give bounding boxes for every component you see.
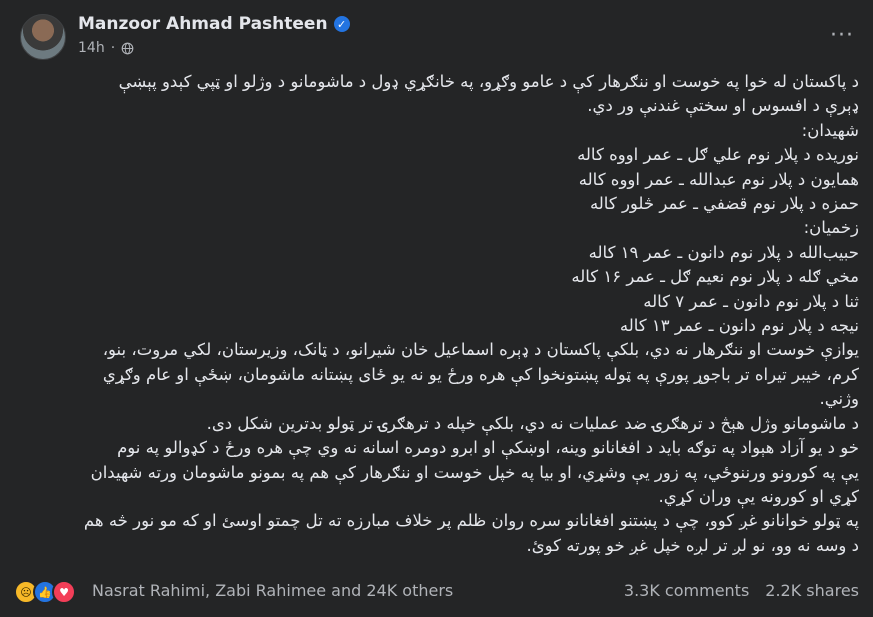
post-body [14,70,859,558]
post-line: ثنا د پلار نوم دانون ـ عمر ۷ کاله [643,291,859,311]
post-line: حبیب‌الله د پلار نوم دانون ـ عمر ۱۹ کاله [588,242,859,262]
reaction-icons[interactable] [14,580,71,604]
post-line: یوازې خوست او ننګرهار نه دي، بلکې پاکستان د ډېره اسماعیل خان شیرانو، د ټانک، وزیرستان، لکي مروت، بنو، [102,340,859,360]
post-line: کړي او کورونه یې وران کړي. [658,486,859,506]
post-line: د وسه نه وو، نو لږ تر لږه خپل غږ خو پورته کوئ. [526,535,859,555]
post-line: حمزه د پلار نوم قضفي ـ عمر څلور کاله [589,194,859,214]
post-time[interactable]: 14h [78,40,105,56]
comments-count[interactable]: 3.3K comments [623,581,750,600]
reaction-names[interactable]: Nasrat Rahimi, Zabi Rahimee and 24K others [92,581,454,600]
avatar[interactable] [20,14,66,60]
shares-count[interactable]: 2.2K shares [765,581,859,600]
post-meta [78,40,134,56]
author-name[interactable]: Manzoor Ahmad Pashteen [78,14,328,34]
post-line: ډېرې د افسوس او سختې غندنې ور دي. [587,96,859,116]
meta-separator: · [110,40,116,56]
author-row [78,14,350,34]
post-header [14,12,859,62]
post-line: د ماشومانو وژل هېڅ د ترهګرۍ ضد عملیات نه دي، بلکې خپله د ترهګرۍ تر ټولو بدترین شکل دی. [206,413,859,433]
sad-reaction-icon: ☹ [14,580,38,604]
post-line: شهیدان: [801,120,859,140]
post-line: خو د یو آزاد هېواد په توګه باید د افغانانو وینه، اوښکې او ابرو دومره اسانه نه وي چې هره ورځ د کډوالو په نوم [117,438,859,458]
like-reaction-icon: 👍 [33,580,57,604]
post-line: یې په کورونو ورننوځي، په زور یې وشړي، او بیا په خپل خوست او ننګرهار کې هم په بمونو ماشومان ورته شهیدان [90,462,859,482]
post-line: نیجه د پلار نوم دانون ـ عمر ۱۳ کاله [619,316,859,336]
post-line: مخي ګله د پلار نوم نعیم ګل ـ عمر ۱۶ کاله [571,267,859,287]
love-reaction-icon: ♥ [52,580,76,604]
post-line: وژني. [819,389,859,409]
post-line: نوریده د پلار نوم علي ګل ـ عمر اووه کاله [577,145,859,165]
post-line: همایون د پلار نوم عبدالله ـ عمر اووه کاله [578,169,859,189]
post-line: په ټولو خوانانو غږ کوو، چې د پښتنو افغانانو سره روان ظلم پر خلاف مبارزه ته تل چمتو اوسئ او که مو نور څه هم [83,511,859,531]
reactions-bar [14,578,859,606]
post-line: کرم، خیبر تیراه تر باجوړ پورې په ټوله پښتونخوا کې هره ورځ یو نه یو ځای پښتانه ماشومان، ښځې او عام وګړي [102,364,859,384]
post-line: د پاکستان له خوا په خوست او ننګرهار کې د عامو وګړو، په خانګړي ډول د ماشومانو د وژلو او ټپي کېدو پېښې [118,72,859,91]
engagement-counts [624,581,859,600]
more-options-icon[interactable]: ··· [830,22,854,48]
globe-icon [121,42,134,55]
post-line: زخمیان: [803,218,859,238]
verified-badge-icon: ✓ [334,16,350,32]
